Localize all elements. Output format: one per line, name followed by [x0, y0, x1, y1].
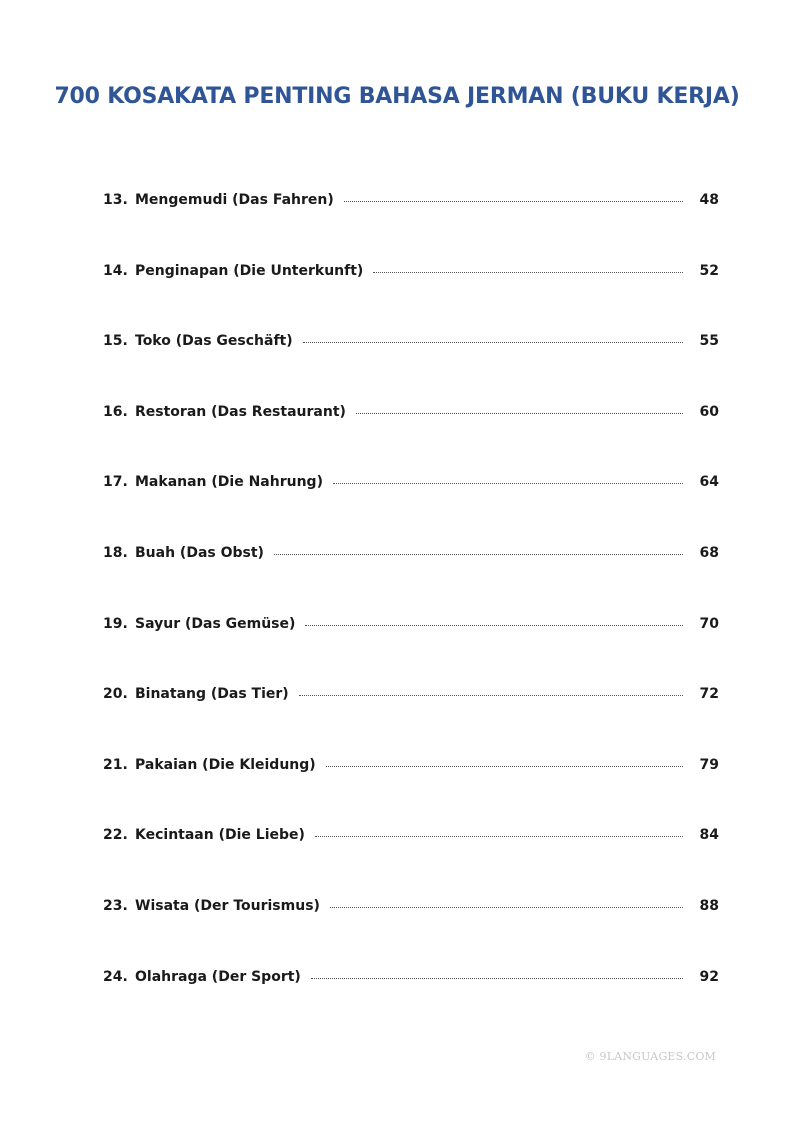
dot-leader — [299, 695, 683, 696]
toc-entry-page: 48 — [699, 192, 719, 208]
toc-entry-title: Kecintaan (Die Liebe) — [135, 827, 305, 844]
toc-entry-title: Pakaian (Die Kleidung) — [135, 756, 316, 773]
toc-entry[interactable] — [103, 969, 719, 1040]
dot-leader — [303, 342, 683, 343]
toc-entry-title: Binatang (Das Tier) — [135, 686, 289, 703]
toc-entry-title: Wisata (Der Tourismus) — [135, 897, 320, 914]
dot-leader — [333, 483, 683, 484]
page-title: 700 KOSAKATA PENTING BAHASA JERMAN (BUKU KERJA) — [54, 84, 740, 109]
toc-entry-title: Makanan (Die Nahrung) — [135, 474, 323, 491]
dot-leader — [326, 766, 683, 767]
dot-leader — [344, 201, 683, 202]
dot-leader — [311, 978, 683, 979]
toc-entry[interactable] — [103, 404, 719, 475]
dot-leader — [330, 907, 683, 908]
toc-entry-page: 79 — [699, 756, 719, 773]
toc-entry-number: 20. — [103, 686, 128, 703]
toc-entry[interactable] — [103, 757, 719, 828]
toc-entry-number: 22. — [103, 827, 128, 844]
toc-entry-page: 68 — [699, 544, 719, 561]
toc-entry-page: 84 — [699, 827, 719, 844]
toc-entry-title: Sayur (Das Gemüse) — [135, 615, 296, 632]
toc-entry[interactable] — [103, 474, 719, 545]
dot-leader — [305, 625, 683, 626]
toc-entry-title: Restoran (Das Restaurant) — [135, 403, 346, 420]
toc-entry-number: 21. — [103, 756, 128, 773]
toc-entry-number: 24. — [103, 968, 128, 985]
toc-entry-page: 88 — [699, 897, 719, 914]
toc-entry-number: 13. — [103, 192, 128, 208]
dot-leader — [274, 554, 683, 555]
toc-entry-page: 55 — [699, 333, 719, 350]
dot-leader — [356, 413, 683, 414]
toc-entry-title: Olahraga (Der Sport) — [135, 968, 301, 985]
toc-entry-page: 60 — [699, 403, 719, 420]
toc-entry-page: 92 — [699, 968, 719, 985]
dot-leader — [315, 836, 683, 837]
toc-entry-number: 16. — [103, 403, 128, 420]
toc-entry-page: 52 — [699, 262, 719, 279]
toc-entry-number: 23. — [103, 897, 128, 914]
dot-leader — [373, 272, 683, 273]
toc-entry-title: Penginapan (Die Unterkunft) — [135, 262, 364, 279]
toc-entry[interactable] — [103, 263, 719, 334]
toc-entry-number: 18. — [103, 544, 128, 561]
toc-entry[interactable] — [103, 545, 719, 616]
toc-entry-title: Buah (Das Obst) — [135, 544, 264, 561]
toc-entry[interactable] — [103, 333, 719, 404]
toc-entry-title: Mengemudi (Das Fahren) — [135, 192, 334, 208]
toc-entry[interactable] — [103, 192, 719, 263]
toc-entry-number: 15. — [103, 333, 128, 350]
toc-entry-page: 64 — [699, 474, 719, 491]
toc-entry-page: 72 — [699, 686, 719, 703]
toc-entry-number: 17. — [103, 474, 128, 491]
toc-entry[interactable] — [103, 827, 719, 898]
toc-entry[interactable] — [103, 686, 719, 757]
toc-entry-number: 14. — [103, 262, 128, 279]
toc-entry[interactable] — [103, 898, 719, 969]
toc-entry-title: Toko (Das Geschäft) — [135, 333, 293, 350]
copyright-watermark: © 9LANGUAGES.COM — [584, 1050, 716, 1063]
toc-entry-page: 70 — [699, 615, 719, 632]
toc-entry[interactable] — [103, 616, 719, 687]
table-of-contents — [103, 192, 719, 1039]
toc-entry-number: 19. — [103, 615, 128, 632]
